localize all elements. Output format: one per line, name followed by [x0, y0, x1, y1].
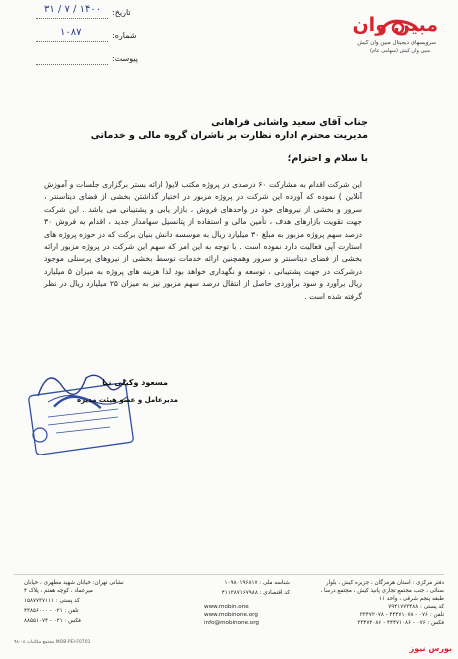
date-value: ۱۴۰۰ / ۷ / ۳۱ [44, 4, 102, 15]
footer-tehran-postal: کد پستی : ۱۵۸۷۷۳۷۱۱۱ [24, 598, 80, 604]
attachment-line [36, 64, 108, 65]
number-line [36, 41, 108, 42]
brand-subtitle: سرویسهای دیجیتال مبین وان کیش [357, 40, 436, 46]
footer-address-2: سنائی ، جنب مجتمع تجاری پانیذ کیش ، مجتمع درسا ، [320, 588, 444, 594]
company-stamp [26, 383, 136, 455]
footer-web-1[interactable]: www.mobin.one [204, 604, 249, 610]
greeting: با سلام و احترام؛ [287, 153, 368, 164]
source-watermark: بورس نیوز [409, 644, 452, 653]
signer-title: مدیرعامل و عضو هیئت مدیره [77, 396, 178, 404]
recipient-title: مدیریت محترم اداره نظارت بر ناشران گروه مالی و خدماتی [90, 130, 368, 141]
footer-tehran-fax: فکس : ۰۲۱ - ۸۸۵۵۱۰۷۴ [24, 618, 81, 624]
footer-web-2[interactable]: www.mobinone.org [204, 612, 258, 618]
brand-name: مبین وان [352, 14, 438, 36]
footer-tehran-address-1: نشانی تهران: خیابان شهید مطهری ، خیابان [24, 580, 124, 586]
date-label: تاریخ: [112, 8, 131, 17]
date-line [36, 18, 108, 19]
footer-address-1: دفتر مرکزی : استان هرمزگان ، جزیره کیش ، بلوار [325, 580, 444, 586]
footer-national-id: شناسه ملی : ۱۰۹۸۰۱۹۶۸۱۷ [224, 580, 290, 586]
footer-fax: فکس : ۰۷۶ - ۴۴۴۷۱۰۸۶ - ۳۳۴۷۲۰۸۶ [357, 620, 444, 626]
signer-name: مسعود وکیلی نیا [102, 378, 168, 387]
number-value: ۱۰۸۷ [60, 27, 82, 38]
footer-address-3: طبقه پنجم شرقی ، واحد ۱۱ [378, 596, 444, 602]
footer-postal: کد پستی : ۷۹۴۱۷۷۳۴۸۸ [388, 604, 444, 610]
footer-tehran-address-2: میرعماد ، کوچه هفتم ، پلاک ۴ [24, 588, 93, 594]
brand-company: مبین وان کیش (سهامی عام) [370, 48, 430, 54]
footer-phone: تلفن : ۰۷۶ - ۴۴۴۷۱۰۷۸ - ۳۳۴۷۲۰۷۸ [359, 612, 444, 618]
footer-economic-code: کد اقتصادی : ۴۱۱۳۸۷۱۶۷۹۸۸ [221, 590, 290, 596]
form-code: MOB-PEI-F0701 مجتمع مکاتبات ۰۸-۹۸ [14, 640, 91, 645]
footer-email[interactable]: info@mobinone.org [204, 620, 259, 626]
recipient-name: جناب آقای سعید واشانی فراهانی [211, 117, 368, 128]
attachment-label: پیوست: [112, 54, 139, 63]
footer-tehran-phone: تلفن : ۰۲۱ - ۴۳۸۵۶۰۰۰ [24, 608, 79, 614]
footer-divider [14, 574, 444, 575]
number-label: شماره: [112, 31, 137, 40]
letter-body: این شرکت اقدام به مشارکت ۶۰ درصدی در پروژه مکتب لایو( ارائه بستر برگزاری جلسات و آموزش آنلاین ) نموده که آورده این شرکت در پروژه مزبور در اختیار گذاشتن بخشی از فضای دیتاسنتر ، سرور و بخشی از نیروهای خود در واحدهای فروش ، بازار یابی و پشتیبانی می باشد . این شرکت جهت تقویت بازارهای هدف ، تأمین مالی و استفاده از پتانسیل سهامدار جدید ، اقدام به فروش ۳۰ درصد سهم پروژه مزبور به مبلغ ۳۰ میلیارد ریال به موسسه دانش بنیان برکت که در حوزه پروژه های استارت آپی فعالیت دارد نموده است . با توجه به این امر که سهم این شرکت در پروژه مزبور ارائه بخشی از فضای دیتاسنتر و سرور وهمچنین ارائه خدمات توسط بخشی از نیروهای پرسنلی موجود درشرکت در جهت پشتیبانی ، توسعه و نگهداری خواهد بود لذا هزینه های پروژه به میزان ۵ میلیارد ریال برآورد و سود برآوردی حاصل از انتقال درصد سهم مزبور نیز به میزان ۲۵ میلیارد ریال در نظر گرفته شده است . [44, 180, 362, 301]
